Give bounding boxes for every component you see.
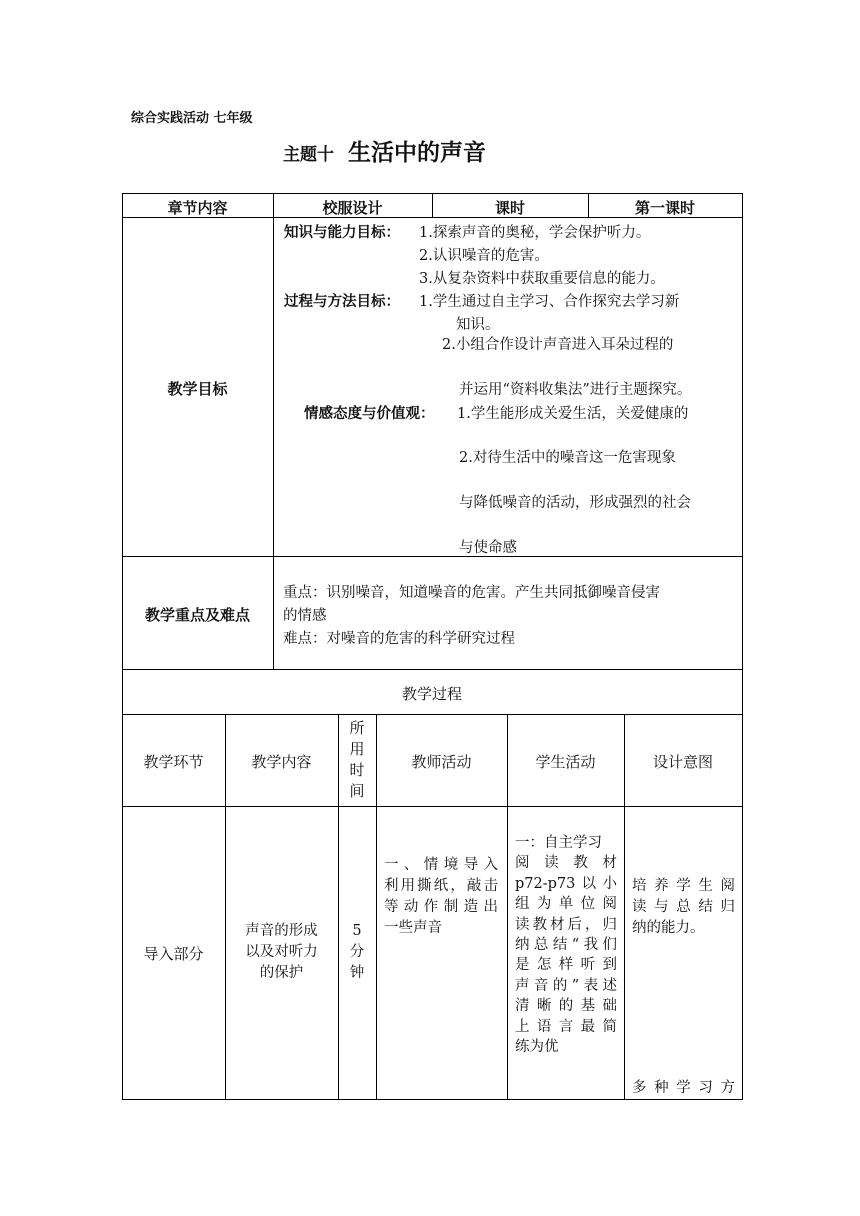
student-line: 读教材后，归 (515, 916, 617, 933)
intent-cell (632, 876, 735, 939)
time-cell (338, 921, 376, 984)
keypoint-line: 的情感 (283, 608, 327, 624)
rule (742, 193, 743, 1100)
student-line: 练为优 (515, 1039, 559, 1056)
emotion-item: 与降低噪音的活动，形成强烈的社会 (459, 495, 691, 511)
header-intent: 设计意图 (652, 753, 713, 771)
emotion-item: 1.学生能形成关爱生活，关爱健康的 (457, 406, 689, 422)
knowledge-item: 1.探索声音的奥秘，学会保护听力。 (419, 225, 651, 241)
rule (338, 714, 339, 1100)
keypoint-line: 重点：识别噪音，知道噪音的危害。产生共同抵御噪音侵害 (283, 585, 660, 601)
intent-tail: 多种学习方 (632, 1080, 735, 1096)
process-title: 教学过程 (401, 685, 462, 703)
time-line: 分 (349, 944, 365, 960)
student-line: 组为单位阅 (515, 896, 617, 913)
keypoints-label: 教学重点及难点 (144, 606, 250, 624)
process-item: 2.小组合作设计声音进入耳朵过程的 (442, 337, 674, 353)
chapter-value: 校服设计 (322, 199, 383, 217)
title-main: 生活中的声音 (348, 140, 486, 166)
content-line: 声音的形成 (245, 923, 318, 939)
rule (122, 1099, 743, 1100)
rule (273, 217, 274, 669)
rule (122, 714, 743, 715)
student-line: 阅读教材 (515, 855, 617, 872)
intent-line: 培养学生阅 (632, 878, 735, 894)
header-content: 教学内容 (251, 753, 312, 771)
period-value: 第一课时 (634, 199, 695, 217)
period-label: 课时 (494, 199, 525, 217)
process-item: 并运用“资料收集法”进行主题探究。 (459, 382, 692, 398)
knowledge-item: 2.认识噪音的危害。 (419, 248, 549, 264)
teacher-cell (384, 855, 498, 939)
content-line: 的保护 (259, 965, 304, 981)
time-line: 钟 (349, 965, 365, 981)
teacher-line: 一些声音 (384, 920, 442, 936)
student-line: p72-p73以小 (515, 875, 617, 892)
page-title (283, 134, 486, 167)
student-line: 纳总结“我们 (515, 937, 617, 954)
rule (122, 556, 743, 557)
teacher-line: 一、情境导入 (384, 857, 498, 873)
student-line: 声音的”表述 (515, 977, 617, 994)
student-line: 清晰的基础 (515, 998, 617, 1015)
rule (122, 669, 743, 670)
rule (122, 806, 743, 807)
content-line: 以及对听力 (245, 944, 318, 960)
student-line: 一：自主学习 (515, 835, 602, 851)
student-line: 是怎样听到 (515, 957, 617, 974)
student-line: 上语言最简 (515, 1018, 617, 1035)
student-cell (515, 833, 617, 1057)
knowledge-item: 3.从复杂资料中获取重要信息的能力。 (419, 271, 665, 287)
intent-line: 纳的能力。 (632, 920, 705, 936)
process-item: 1.学生通过自主学习、合作探究去学习新 (419, 294, 680, 310)
emotion-item: 2.对待生活中的噪音这一危害现象 (459, 450, 676, 466)
objectives-label: 教学目标 (167, 380, 228, 398)
header-stage: 教学环节 (143, 753, 204, 771)
teacher-line: 利用撕纸，敲击 (384, 878, 498, 894)
subject-grade: 综合实践活动 七年级 (131, 111, 253, 126)
chapter-label: 章节内容 (167, 199, 228, 217)
content-cell (225, 921, 338, 984)
knowledge-label: 知识与能力目标： (284, 225, 400, 241)
stage-cell: 导入部分 (143, 945, 204, 963)
intent-line: 读与总结归 (632, 899, 735, 915)
time-line: 5 (352, 923, 362, 939)
process-label: 过程与方法目标： (284, 294, 400, 310)
header-time: 所用时间 (349, 719, 365, 800)
keypoint-line: 难点：对噪音的危害的科学研究过程 (283, 631, 515, 647)
header-student: 学生活动 (535, 753, 596, 771)
process-item: 知识。 (456, 317, 500, 333)
title-prefix: 主题十 (283, 145, 334, 165)
teacher-line: 等动作制造出 (384, 899, 498, 915)
emotion-item: 与使命感 (459, 540, 517, 556)
header-teacher: 教师活动 (411, 753, 472, 771)
emotion-label: 情感态度与价值观： (304, 406, 435, 422)
